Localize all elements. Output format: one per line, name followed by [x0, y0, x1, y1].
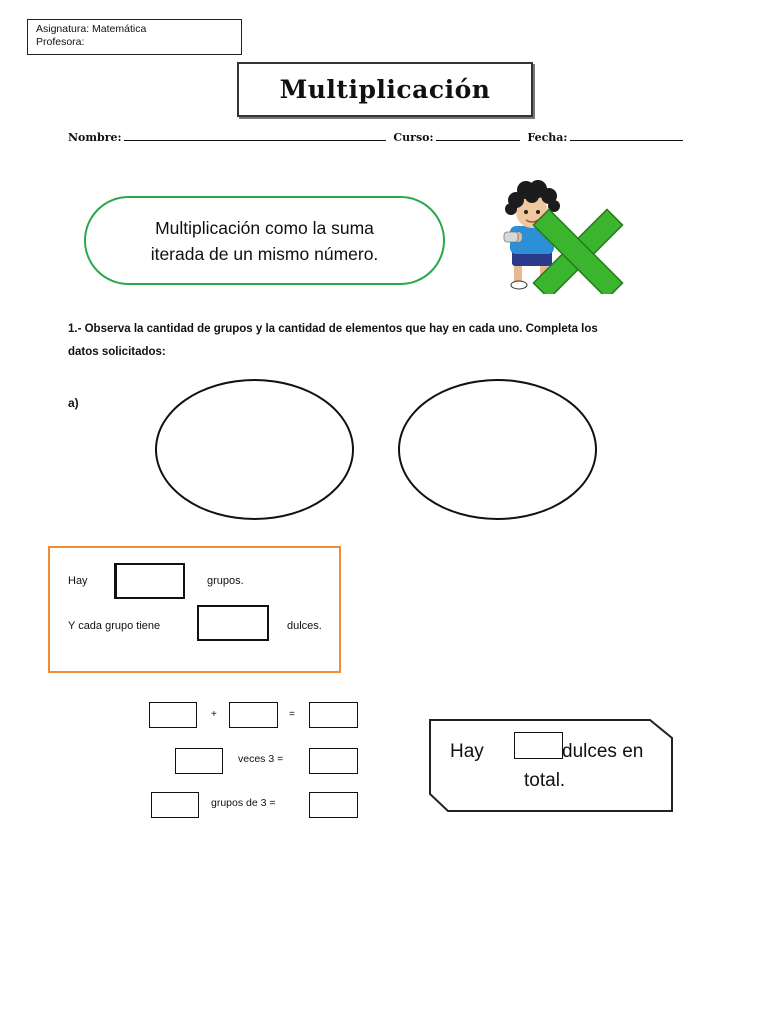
student-form-line [68, 130, 708, 144]
course-field[interactable] [436, 130, 520, 141]
veces-label: veces 3 = [238, 753, 284, 765]
exercise-instruction [68, 318, 708, 364]
teacher-label: Profesora: [36, 36, 85, 48]
grupos-label: grupos. [207, 575, 244, 587]
course-label: Curso: [393, 131, 434, 144]
dulces-label: dulces. [287, 620, 322, 632]
name-label: Nombre: [68, 131, 122, 144]
times-result-input[interactable] [309, 748, 358, 774]
concept-pill [84, 196, 445, 285]
page-title [237, 62, 533, 117]
concept-line-1: Multiplicación como la suma [155, 217, 374, 238]
date-field[interactable] [570, 130, 683, 141]
sum-result-input[interactable] [309, 702, 358, 728]
group-circle-2 [398, 379, 597, 520]
name-field[interactable] [124, 130, 386, 141]
total-sweets-input[interactable] [514, 732, 563, 759]
per-group-input[interactable] [197, 605, 269, 641]
groups-of-count-input[interactable] [151, 792, 199, 818]
equals-sign: = [289, 709, 295, 720]
group-circle-1 [155, 379, 354, 520]
grupos-de-label: grupos de 3 = [211, 797, 276, 809]
total-dulces-label: dulces en [562, 741, 644, 762]
plus-sign: + [211, 709, 217, 720]
addend-2-input[interactable] [229, 702, 278, 728]
date-label: Fecha: [527, 131, 568, 144]
instruction-line-1: 1.- Observa la cantidad de grupos y la cantidad de elementos que hay en cada uno. Completa los [68, 323, 598, 335]
header-info-box [27, 19, 242, 55]
addend-1-input[interactable] [149, 702, 197, 728]
times-count-input[interactable] [175, 748, 223, 774]
concept-line-2: iterada de un mismo número. [150, 243, 379, 264]
total-label: total. [524, 770, 566, 791]
groups-count-input[interactable] [114, 563, 185, 599]
cada-grupo-label: Y cada grupo tiene [68, 620, 161, 632]
instruction-line-2: datos solicitados: [68, 346, 166, 358]
exercise-a-label: a) [68, 396, 79, 410]
hay-label: Hay [68, 575, 88, 587]
groups-summary-box [48, 546, 341, 673]
page-title-text: Multiplicación [279, 75, 491, 104]
subject-label: Asignatura: Matemática [36, 23, 147, 35]
boy-multiplication-illustration [482, 176, 638, 294]
total-hay-label: Hay [450, 741, 484, 762]
groups-of-result-input[interactable] [309, 792, 358, 818]
